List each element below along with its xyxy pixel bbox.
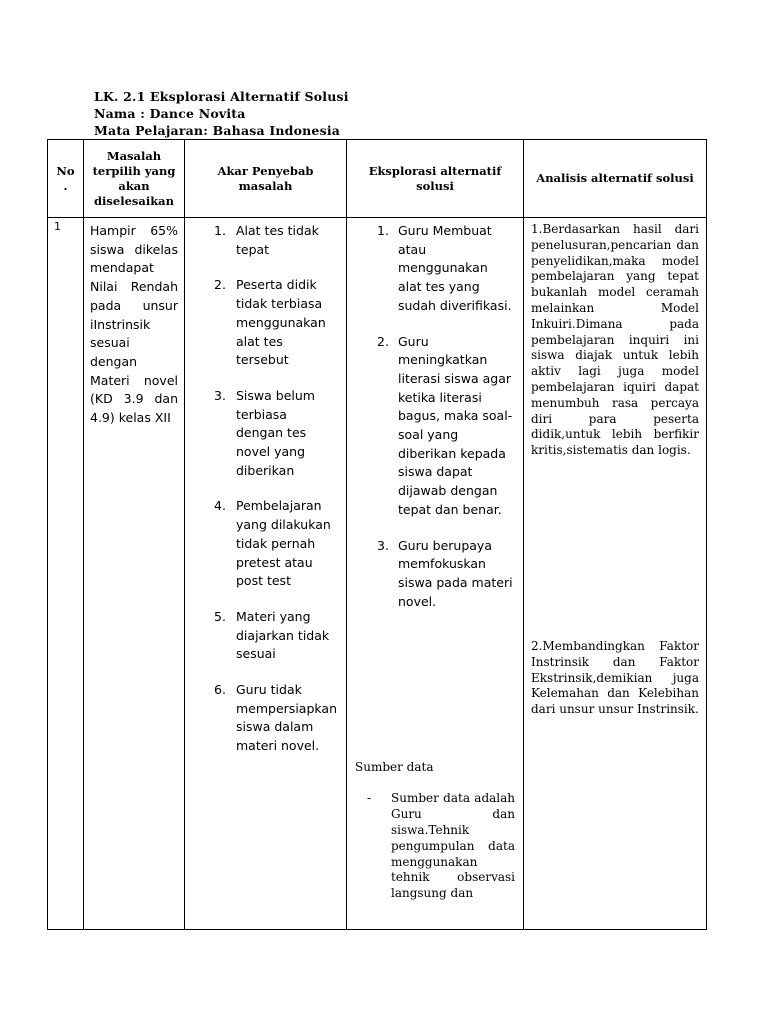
list-item: 6. Guru tidak mempersiapkan siswa dalam materi novel. [214, 682, 337, 754]
analisis-point-2: 2.Membandingkan Faktor Instrinsik dan Faktor Ekstrinsik,demikian juga Kelemahan dan Kelebihan dari unsur unsur Instrinsik. [531, 638, 699, 717]
cell-eksplorasi [347, 218, 524, 930]
akar-list [193, 222, 338, 756]
cell-no: 1 [48, 218, 84, 930]
cell-akar [185, 218, 347, 930]
list-item: 5. Materi yang diajarkan tidak sesuai [214, 608, 330, 662]
header-analisis: Analisis alternatif solusi [524, 140, 707, 218]
list-item: 2. Peserta didik tidak terbiasa menggunakan alat tes tersebut [214, 277, 326, 368]
cell-masalah [84, 218, 185, 930]
list-item: 3. Guru berupaya memfokuskan siswa pada materi novel. [377, 537, 513, 609]
solution-table [47, 139, 707, 930]
header-no: No . [48, 140, 84, 218]
masalah-text: Hampir 65% siswa dikelas mendapat Nilai Rendah pada unsur iInstrinsik sesuai dengan Materi novel (KD 3.9 dan 4.9) kelas XII [90, 223, 178, 426]
table-header-row [48, 140, 707, 218]
sumber-data-title: Sumber data [355, 760, 434, 775]
list-item: - Sumber data adalah Guru dan siswa.Tehnik pengumpulan data menggunakan tehnik observasi langsung dan [367, 791, 515, 901]
list-item: 3. Siswa belum terbiasa dengan tes novel yang diberikan [214, 387, 315, 478]
header-akar: Akar Penyebab masalah [185, 140, 347, 218]
list-item: 4. Pembelajaran yang dilakukan tidak pernah pretest atau post test [214, 498, 331, 589]
table-row [48, 218, 707, 930]
student-name: Nama : Dance Novita [94, 106, 246, 121]
header-eksplorasi: Eksplorasi alternatif solusi [347, 140, 524, 218]
subject: Mata Pelajaran: Bahasa Indonesia [94, 123, 341, 138]
header-masalah: Masalah terpilih yang akan diselesaikan [84, 140, 185, 218]
sumber-list [355, 791, 515, 902]
analisis-point-1: 1.Berdasarkan hasil dari penelusuran,pencarian dan penyelidikan,maka model pembelajaran yang tepat bukanlah model ceramah melainkan Model Inkuiri.Dimana pada pembelajaran inquiri ini siswa diajak untuk lebih aktiv lagi juga model pembelajaran iquiri dapat menumbuh rasa percaya diri para peserta didik,untuk lebih berfikir kritis,sistematis dan logis. [531, 222, 699, 458]
eksplorasi-list [355, 222, 515, 611]
document-header [94, 88, 349, 139]
list-item: 1. Alat tes tidak tepat [214, 223, 319, 257]
cell-analisis [524, 218, 707, 930]
list-item: 1. Guru Membuat atau menggunakan alat tes yang sudah diverifikasi. [377, 223, 512, 313]
list-item: 2. Guru meningkatkan literasi siswa agar ketika literasi bagus, maka soal-soal yang diberikan kepada siswa dapat dijawab dengan tepat dan benar. [377, 333, 513, 517]
document-title: LK. 2.1 Eksplorasi Alternatif Solusi [94, 89, 349, 104]
